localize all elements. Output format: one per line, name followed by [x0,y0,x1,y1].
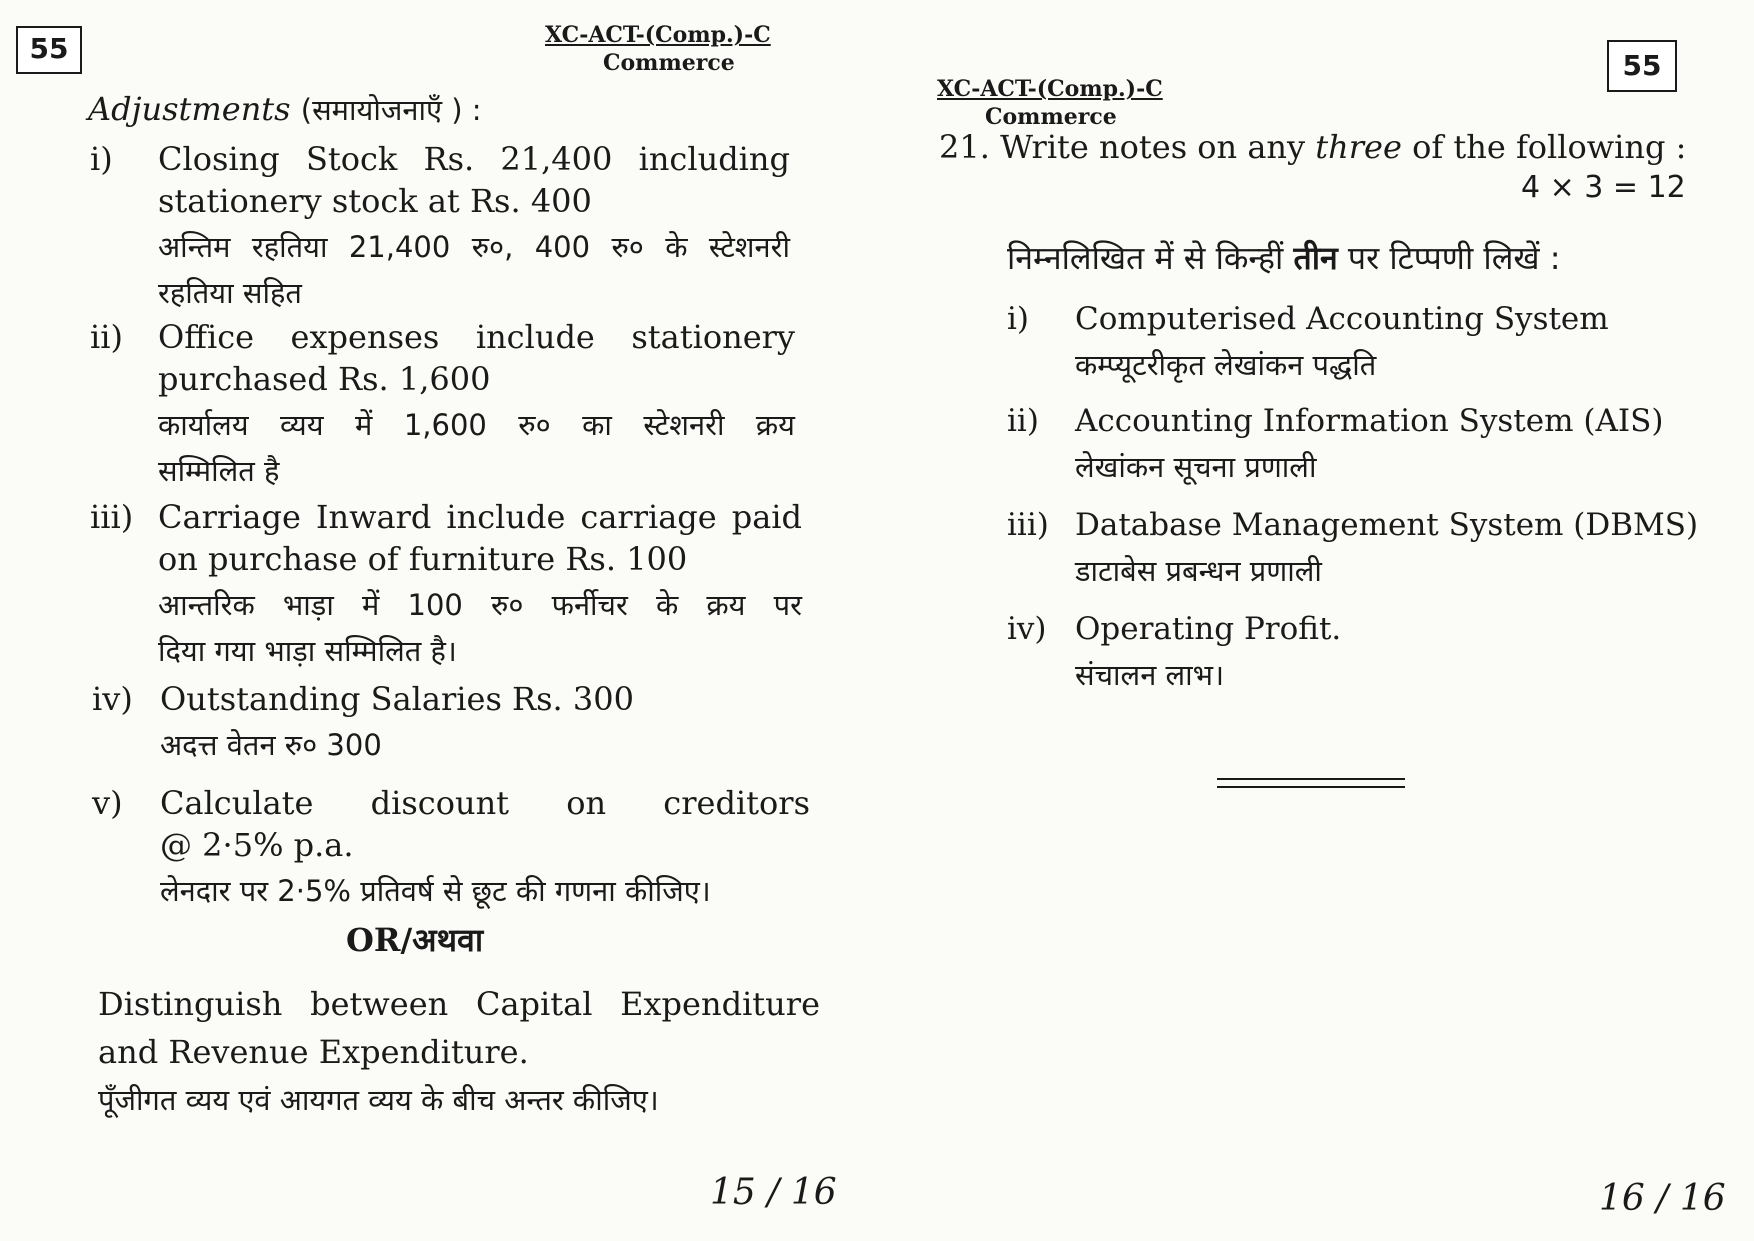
item-number: ii) [1007,403,1039,439]
alt-text-en: Distinguish between Capital Expenditure [98,985,820,1023]
topic-hi: लेखांकन सूचना प्रणाली [1075,450,1317,484]
topic-en: Database Management System (DBMS) [1075,507,1699,543]
item-text-hi: कार्यालय व्यय में 1,600 रु० का स्टेशनरी क्रय [158,408,795,442]
item-text-en: Office expenses include stationery [158,318,795,356]
item-number: v) [92,784,123,822]
item-number: iii) [90,498,134,536]
topic-hi: संचालन लाभ। [1075,658,1225,692]
exam-code: XC-ACT-(Comp.)-C [937,76,1163,102]
item-text-en: Carriage Inward include carriage paid [158,498,802,536]
item-number: i) [90,140,113,178]
topic-hi: डाटाबेस प्रबन्धन प्रणाली [1075,554,1322,588]
question-emphasis: three [1315,128,1402,166]
page-number: 15 / 16 [710,1172,837,1213]
item-text-hi: लेनदार पर 2·5% प्रतिवर्ष से छूट की गणना कीजिए। [160,874,711,908]
exam-code: XC-ACT-(Comp.)-C [545,22,771,48]
question-21 [939,128,1686,166]
item-number: i) [1007,301,1030,337]
question-hindi: निम्नलिखित में से किन्हीं तीन पर टिप्पणी लिखें : [1007,239,1561,277]
topic-en: Operating Profit. [1075,611,1342,647]
item-text-en: Outstanding Salaries Rs. 300 [160,680,634,718]
item-number: ii) [90,318,123,356]
page-badge: 55 [1607,40,1677,92]
item-number: iv) [1007,611,1047,647]
item-text-en: Closing Stock Rs. 21,400 including [158,140,790,178]
item-number: iv) [92,680,133,718]
marks-label: 4 × 3 = 12 [1521,170,1686,205]
item-text-en: on purchase of furniture Rs. 100 [158,540,688,578]
item-text-hi: अदत्त वेतन रु० 300 [160,728,382,762]
question-number: 21. [939,128,990,166]
topic-en: Computerised Accounting System [1075,301,1609,337]
right-page [877,0,1754,1241]
end-divider [1217,778,1405,788]
adjustments-heading: Adjustments (समायोजनाएँ ) : [88,90,482,128]
page-number: 16 / 16 [1599,1178,1726,1219]
item-text-en: Calculate discount on creditors [160,784,810,822]
topic-en: Accounting Information System (AIS) [1075,403,1664,439]
item-text-en: stationery stock at Rs. 400 [158,182,592,220]
item-text-hi: दिया गया भाड़ा सम्मिलित है। [158,634,457,668]
subject-label: Commerce [985,104,1117,130]
item-text-hi: सम्मिलित है [158,454,280,488]
question-text: of the following : [1412,128,1687,166]
item-text-en: @ 2·5% p.a. [160,826,354,864]
item-text-hi: आन्तरिक भाड़ा में 100 रु० फर्नीचर के क्रय पर [158,588,802,622]
alternative-question [98,980,820,1124]
question-text: Write notes on any [1000,128,1306,166]
or-divider: OR/अथवा [346,921,484,959]
topic-hi: कम्प्यूटरीकृत लेखांकन पद्धति [1075,348,1377,382]
item-text-hi: रहतिया सहित [158,276,302,310]
alt-text-hi: पूँजीगत व्यय एवं आयगत व्यय के बीच अन्तर कीजिए। [98,1083,659,1117]
item-text-hi: अन्तिम रहतिया 21,400 रु०, 400 रु० के स्टेशनरी [158,230,790,264]
page-badge: 55 [16,26,82,74]
subject-label: Commerce [603,50,735,76]
item-number: iii) [1007,507,1049,543]
alt-text-en: and Revenue Expenditure. [98,1033,529,1071]
item-text-en: purchased Rs. 1,600 [158,360,491,398]
